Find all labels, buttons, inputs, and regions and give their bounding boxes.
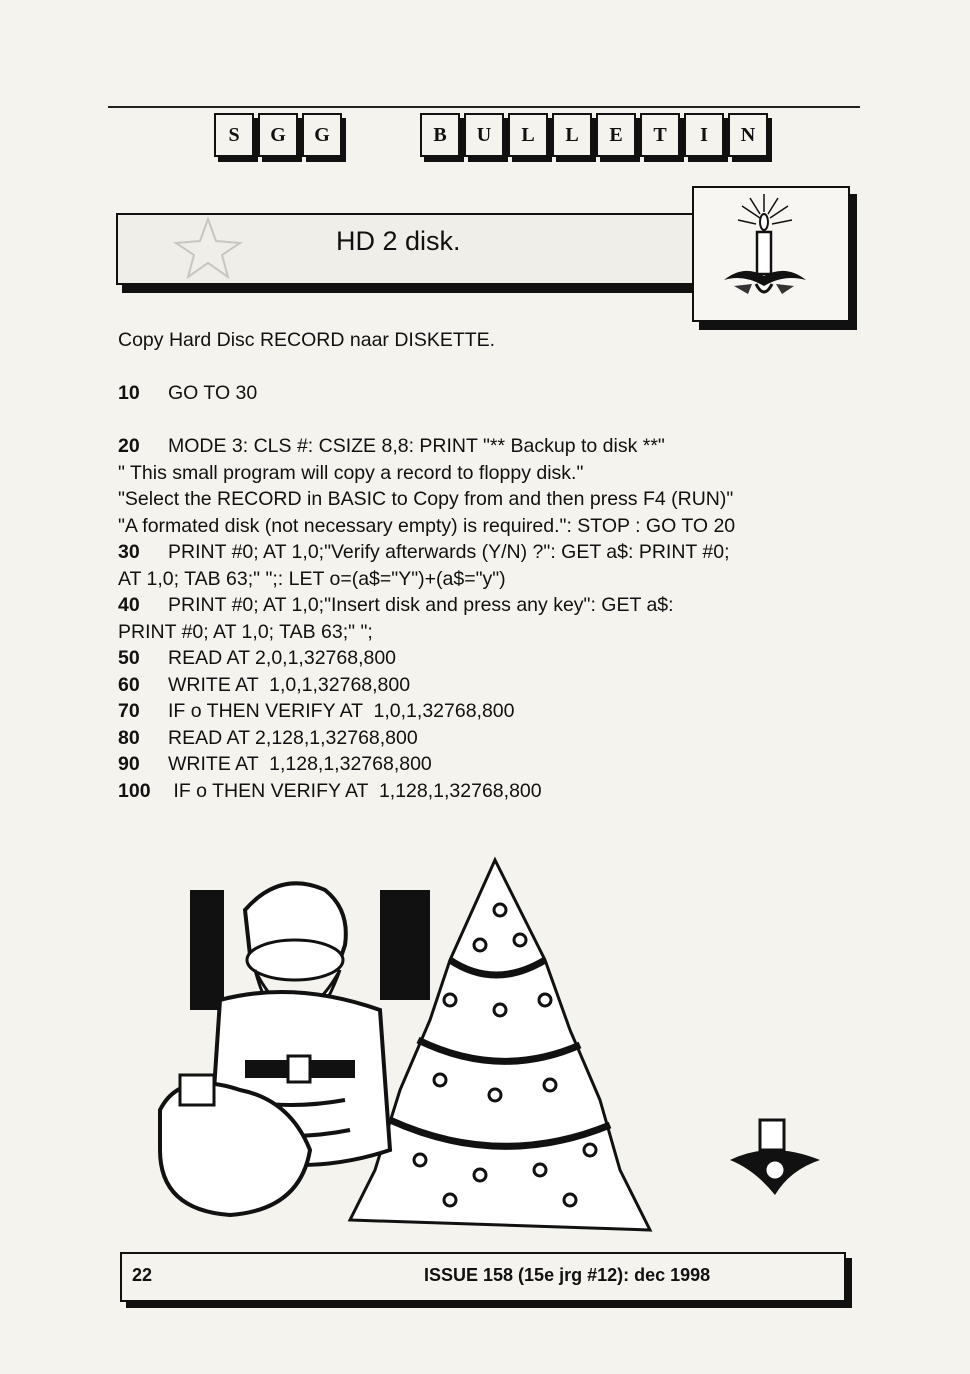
masthead-letter: I: [684, 113, 724, 157]
code-text: READ AT 2,0,1,32768,800: [168, 647, 397, 669]
code-line: "Select the RECORD in BASIC to Copy from and then press F4 (RUN)": [118, 488, 734, 510]
masthead-letter: L: [552, 113, 592, 157]
code-line: [118, 645, 858, 672]
code-line: [118, 725, 858, 752]
santa-tree-illustration: [150, 850, 850, 1250]
masthead-letter: U: [464, 113, 504, 157]
code-text: MODE 3: CLS #: CSIZE 8,8: PRINT "** Backup to disk **": [168, 435, 665, 457]
code-line: [118, 433, 858, 460]
masthead-letter: T: [640, 113, 680, 157]
line-number: 90: [118, 753, 140, 775]
code-line: PRINT #0; AT 1,0; TAB 63;" ";: [118, 620, 373, 643]
code-line: [118, 698, 858, 725]
line-number: 40: [118, 594, 140, 616]
star-icon: [118, 215, 288, 279]
code-line: [118, 672, 858, 699]
code-text: PRINT #0; AT 1,0;"Verify afterwards (Y/N) ?": GET a$: PRINT #0;: [168, 541, 730, 563]
intro-text: Copy Hard Disc RECORD naar DISKETTE.: [118, 329, 496, 351]
candle-box: [692, 186, 850, 322]
masthead-letter: B: [420, 113, 460, 157]
code-line: [118, 539, 858, 566]
line-number: 60: [118, 673, 140, 696]
code-line: " This small program will copy a record to floppy disk.": [118, 461, 584, 484]
article-body: [118, 327, 858, 804]
code-text: READ AT 2,128,1,32768,800: [168, 726, 418, 749]
code-text: IF o THEN VERIFY AT 1,128,1,32768,800: [168, 779, 542, 802]
header-rule: [108, 106, 860, 108]
code-line: [118, 751, 858, 778]
masthead-letter: S: [214, 113, 254, 157]
building-shape: [190, 890, 224, 1010]
code-text: GO TO 30: [168, 382, 258, 404]
line-number: 70: [118, 700, 140, 722]
building-shape: [380, 890, 430, 1000]
line-number: 100: [118, 779, 151, 802]
code-line: [118, 380, 858, 407]
issue-label: ISSUE 158 (15e jrg #12): dec 1998: [424, 1265, 711, 1285]
page-number: 22: [132, 1265, 153, 1285]
masthead-letter: N: [728, 113, 768, 157]
line-number: 80: [118, 726, 140, 749]
code-text: PRINT #0; AT 1,0;"Insert disk and press any key": GET a$:: [168, 594, 674, 616]
line-number: 30: [118, 541, 140, 563]
line-number: 20: [118, 435, 140, 457]
masthead-letter: E: [596, 113, 636, 157]
code-line: [118, 592, 858, 619]
masthead-letter: L: [508, 113, 548, 157]
masthead-letter: G: [258, 113, 298, 157]
candle-icon: [694, 188, 848, 320]
code-line: [118, 778, 858, 805]
small-candle-icon: [730, 1120, 820, 1195]
article-title: HD 2 disk.: [336, 226, 461, 256]
code-text: IF o THEN VERIFY AT 1,0,1,32768,800: [168, 700, 515, 722]
code-line: AT 1,0; TAB 63;" ";: LET o=(a$="Y")+(a$="y"): [118, 567, 506, 590]
line-number: 50: [118, 647, 140, 669]
code-text: WRITE AT 1,128,1,32768,800: [168, 753, 432, 775]
code-line: [118, 407, 858, 434]
masthead-letter: G: [302, 113, 342, 157]
code-line: "A formated disk (not necessary empty) is required.": STOP : GO TO 20: [118, 514, 736, 537]
line-number: 10: [118, 382, 140, 404]
code-text: WRITE AT 1,0,1,32768,800: [168, 673, 411, 696]
